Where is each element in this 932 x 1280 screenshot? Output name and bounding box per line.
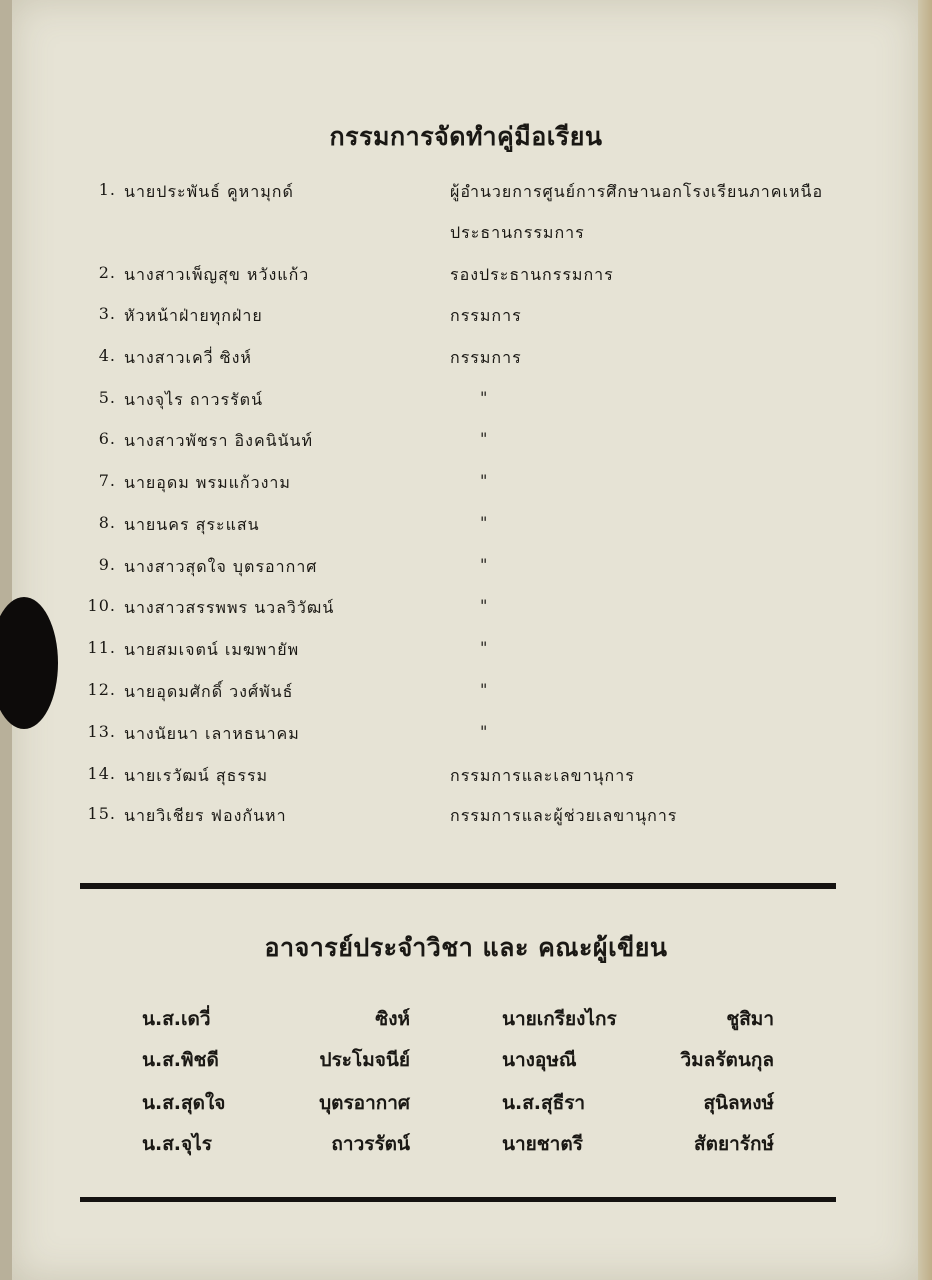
author-first-name: น.ส.จุไร <box>142 1133 212 1155</box>
member-name: นางจุไร ถาวรรัตน์ <box>124 390 264 409</box>
member-name: นางสาวเควี่ ซิงห์ <box>124 348 252 367</box>
committee-row <box>0 638 932 668</box>
author-last-name: ชูสิมา <box>726 1008 774 1030</box>
committee-row <box>0 263 932 293</box>
committee-row <box>0 513 932 543</box>
member-name: หัวหน้าฝ่ายทุกฝ่าย <box>124 306 263 325</box>
member-position: กรรมการและเลขานุการ <box>450 766 635 785</box>
ditto-mark: " <box>480 722 489 741</box>
author-first-name: นายชาตรี <box>502 1133 583 1155</box>
member-number: 12. <box>87 680 116 699</box>
divider-rule <box>80 883 836 889</box>
member-number: 9. <box>98 555 116 574</box>
author-last-name: ซิงห์ <box>375 1008 410 1030</box>
member-position: รองประธานกรรมการ <box>450 265 614 284</box>
committee-row <box>0 471 932 501</box>
committee-row <box>0 804 932 834</box>
committee-row <box>0 304 932 334</box>
committee-row <box>0 180 932 210</box>
member-number: 7. <box>98 471 116 490</box>
author-first-name: น.ส.พิชดี <box>142 1049 219 1071</box>
member-number: 11. <box>87 638 116 657</box>
author-first-name: น.ส.เดวี่ <box>142 1008 211 1030</box>
member-name: นายอุดม พรมแก้วงาม <box>124 473 291 492</box>
author-last-name: วิมลรัตนกุล <box>680 1049 774 1071</box>
member-number: 13. <box>87 722 116 741</box>
member-name: นางนัยนา เลาหธนาคม <box>124 724 300 743</box>
committee-row <box>0 429 932 459</box>
member-number: 3. <box>98 304 116 323</box>
member-name: นางสาวสรรพพร นวลวิวัฒน์ <box>124 598 335 617</box>
member-number: 15. <box>87 804 116 823</box>
member-position: ผู้อำนวยการศูนย์การศึกษานอกโรงเรียนภาคเหนือ <box>450 182 824 201</box>
ditto-mark: " <box>480 638 489 657</box>
member-number: 2. <box>98 263 116 282</box>
member-number: 5. <box>98 388 116 407</box>
ditto-mark: " <box>480 513 489 532</box>
author-last-name: ถาวรรัตน์ <box>331 1133 410 1155</box>
member-name: นายวิเชียร ฟองกันหา <box>124 806 287 825</box>
member-number: 10. <box>87 596 116 615</box>
member-name: นายสมเจตน์ เมฆพายัพ <box>124 640 300 659</box>
committee-row <box>0 680 932 710</box>
author-first-name: น.ส.สุธีรา <box>502 1092 586 1114</box>
authors-title: อาจารย์ประจำวิชา และ คณะผู้เขียน <box>264 933 668 962</box>
committee-row <box>0 555 932 585</box>
author-first-name: นายเกรียงไกร <box>502 1008 617 1030</box>
committee-row <box>0 722 932 752</box>
member-name: นางสาวสุดใจ บุตรอากาศ <box>124 557 318 576</box>
member-number: 4. <box>98 346 116 365</box>
member-name: นายประพันธ์ คูหามุกด์ <box>124 182 294 201</box>
member-name: นายอุดมศักดิ์ วงศ์พันธ์ <box>124 682 294 701</box>
ditto-mark: " <box>480 388 489 407</box>
committee-title: กรรมการจัดทำคู่มือเรียน <box>329 122 603 151</box>
ditto-mark: " <box>480 596 489 615</box>
author-last-name: บุตรอากาศ <box>319 1092 410 1114</box>
committee-row <box>0 388 932 418</box>
author-first-name: นางอุษณี <box>502 1049 577 1071</box>
member-position: กรรมการ <box>450 306 522 325</box>
author-last-name: ประโมจนีย์ <box>319 1049 410 1071</box>
member-name: นางสาวพัชรา อิงคนินันท์ <box>124 431 314 450</box>
author-first-name: น.ส.สุดใจ <box>142 1092 226 1114</box>
member-name: นางสาวเพ็ญสุข หวังแก้ว <box>124 265 310 284</box>
committee-row <box>0 764 932 794</box>
author-last-name: สุนิลหงษ์ <box>703 1092 774 1114</box>
committee-row <box>0 346 932 376</box>
ditto-mark: " <box>480 429 489 448</box>
member-name: นายเรวัฒน์ สุธรรม <box>124 766 269 785</box>
member-name: นายนคร สุระแสน <box>124 515 260 534</box>
divider-rule <box>80 1197 836 1202</box>
member-position: กรรมการ <box>450 348 522 367</box>
author-last-name: สัตยารักษ์ <box>694 1133 774 1155</box>
committee-row <box>0 596 932 626</box>
member-position: กรรมการและผู้ช่วยเลขานุการ <box>450 806 678 825</box>
ditto-mark: " <box>480 471 489 490</box>
member-number: 1. <box>98 180 116 199</box>
member-number: 14. <box>87 764 116 783</box>
ditto-mark: " <box>480 680 489 699</box>
member-number: 6. <box>98 429 116 448</box>
member-position-secondary: ประธานกรรมการ <box>450 223 585 242</box>
member-number: 8. <box>98 513 116 532</box>
ditto-mark: " <box>480 555 489 574</box>
